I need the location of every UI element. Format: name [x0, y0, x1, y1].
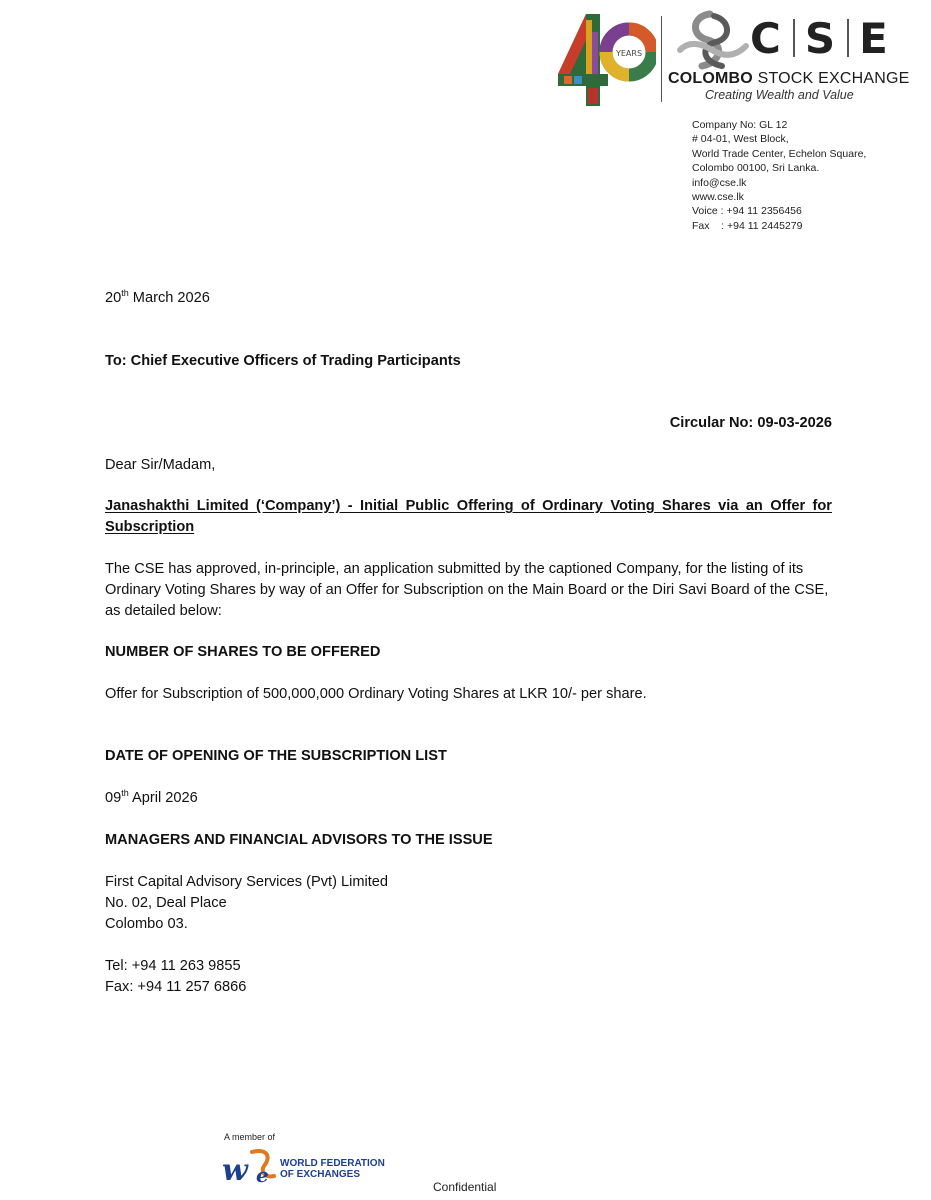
letter-date: 20th March 2026 [105, 288, 210, 306]
website-link[interactable]: www.cse.lk [692, 191, 744, 204]
manager-name: First Capital Advisory Services (Pvt) Limited [105, 874, 389, 890]
wfe-logo [222, 1146, 280, 1192]
svg-text:e: e [256, 1163, 269, 1187]
exchange-name: COLOMBO STOCK EXCHANGE [668, 70, 910, 87]
email-link[interactable]: info@cse.lk [692, 176, 747, 189]
fax-number: Fax : +94 11 2445279 [692, 219, 803, 232]
offer-text: Offer for Subscription of 500,000,000 Ordinary Voting Shares at LKR 10/- per share. [105, 686, 647, 702]
manager-fax: Fax: +94 11 257 6866 [105, 979, 247, 995]
member-of-label: A member of [224, 1132, 276, 1142]
svg-text:YEARS: YEARS [615, 49, 643, 58]
manager-contact [105, 956, 246, 998]
recipient-line: To: Chief Executive Officers of Trading Participants [105, 353, 461, 369]
manager-tel: Tel: +94 11 263 9855 [105, 958, 241, 974]
manager-address-line: No. 02, Deal Place [105, 895, 227, 911]
address-line: World Trade Center, Echelon Square, [692, 147, 867, 160]
address-line: Colombo 00100, Sri Lanka. [692, 162, 820, 175]
opening-heading: DATE OF OPENING OF THE SUBSCRIPTION LIST [105, 748, 447, 764]
address-block [692, 118, 866, 233]
cse-wordmark: C S E [750, 14, 890, 63]
tagline: Creating Wealth and Value [705, 88, 854, 102]
managers-heading: MANAGERS AND FINANCIAL ADVISORS TO THE ISSUE [105, 832, 493, 848]
body-paragraph: The CSE has approved, in-principle, an application submitted by the captioned Company, for the listing of its Ordinary Voting Shares by way of an Offer for Subscription on the Main Board or the Diri Savi Board of the CSE, as detailed below: [105, 561, 829, 619]
wfe-name: WORLD FEDERATION OF EXCHANGES [280, 1158, 385, 1180]
logo-divider [661, 16, 662, 102]
manager-address-line: Colombo 03. [105, 916, 188, 932]
voice-number: Voice : +94 11 2356456 [692, 205, 802, 218]
company-number: Company No: GL 12 [692, 119, 788, 131]
address-line: # 04-01, West Block, [692, 133, 789, 146]
salutation: Dear Sir/Madam, [105, 457, 216, 473]
svg-text:w: w [222, 1153, 248, 1188]
subject-line: Janashakthi Limited (‘Company’) - Initial Public Offering of Ordinary Voting Shares via an Offer for Subscription [105, 498, 832, 535]
cse-ribbon-logo [672, 10, 752, 72]
cse-40-years-logo [556, 12, 656, 108]
manager-block [105, 872, 388, 935]
circular-number: Circular No: 09-03-2026 [669, 415, 832, 431]
confidential-label: Confidential [433, 1180, 497, 1194]
shares-heading: NUMBER OF SHARES TO BE OFFERED [105, 644, 381, 660]
opening-date: 09th April 2026 [105, 788, 198, 806]
